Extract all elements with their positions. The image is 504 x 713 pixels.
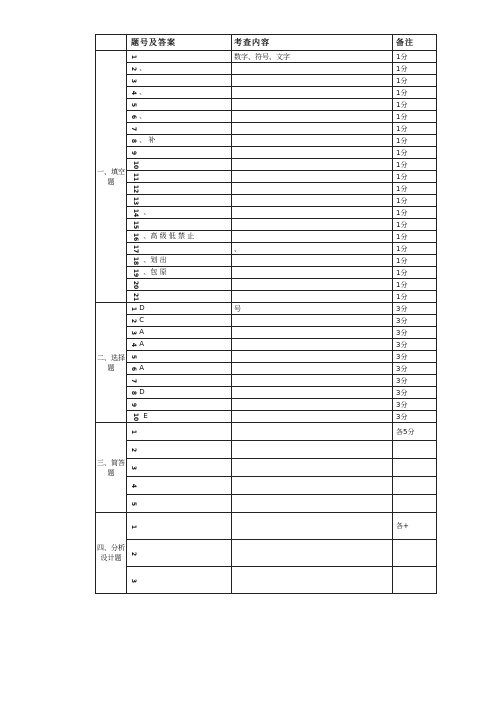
table-row xyxy=(96,147,437,159)
item-number: 18 xyxy=(132,256,140,266)
table-body xyxy=(96,51,437,594)
content-cell xyxy=(232,567,393,594)
item-cell xyxy=(127,243,232,255)
section-title: 三、简答题 xyxy=(96,423,127,513)
item-cell xyxy=(127,171,232,183)
table-row xyxy=(96,351,437,363)
score-cell: 1分 xyxy=(393,291,437,303)
content-cell xyxy=(232,147,393,159)
item-answer: 、 xyxy=(139,64,147,72)
item-cell xyxy=(127,147,232,159)
item-cell xyxy=(127,315,232,327)
score-cell: 3分 xyxy=(393,327,437,339)
score-cell: 3分 xyxy=(393,411,437,423)
item-number: 13 xyxy=(132,196,140,206)
item-cell xyxy=(127,195,232,207)
table-row xyxy=(96,387,437,399)
item-number: 3 xyxy=(130,330,138,336)
item-number: 1 xyxy=(130,54,138,60)
score-cell: 3分 xyxy=(393,399,437,411)
item-cell xyxy=(127,75,232,87)
score-cell: 1分 xyxy=(393,123,437,135)
item-number: 1 xyxy=(130,429,138,435)
item-cell xyxy=(127,441,232,459)
table-row xyxy=(96,495,437,513)
table-row xyxy=(96,171,437,183)
score-cell: 1分 xyxy=(393,279,437,291)
item-cell xyxy=(127,477,232,495)
content-cell xyxy=(232,513,393,540)
item-cell xyxy=(127,123,232,135)
item-cell xyxy=(127,327,232,339)
score-cell: 1分 xyxy=(393,87,437,99)
item-answer: 、 补 xyxy=(139,136,156,144)
item-number: 8 xyxy=(130,138,138,144)
item-answer: A xyxy=(139,328,144,336)
score-cell: 1分 xyxy=(393,195,437,207)
item-answer: 、 xyxy=(143,208,151,216)
item-cell xyxy=(127,351,232,363)
score-cell: 3分 xyxy=(393,339,437,351)
item-number: 11 xyxy=(132,172,140,182)
item-answer: 、高 级 低 禁 止 xyxy=(143,232,195,240)
item-answer: A xyxy=(139,364,144,372)
content-cell xyxy=(232,291,393,303)
content-cell xyxy=(232,540,393,567)
score-cell: 1分 xyxy=(393,171,437,183)
score-cell: 1分 xyxy=(393,183,437,195)
item-number: 4 xyxy=(130,483,138,489)
content-cell xyxy=(232,99,393,111)
content-cell xyxy=(232,441,393,459)
item-answer: 、 xyxy=(139,112,147,120)
table-row xyxy=(96,513,437,540)
score-cell: 1分 xyxy=(393,63,437,75)
table-row xyxy=(96,243,437,255)
item-answer: 、划 出 xyxy=(143,256,167,264)
content-cell xyxy=(232,159,393,171)
item-answer: A xyxy=(139,340,144,348)
table-row xyxy=(96,159,437,171)
item-number: 2 xyxy=(130,66,138,72)
score-cell: 1分 xyxy=(393,267,437,279)
score-cell: 1分 xyxy=(393,243,437,255)
item-cell xyxy=(127,423,232,441)
item-number: 8 xyxy=(130,390,138,396)
score-cell xyxy=(393,495,437,513)
item-cell xyxy=(127,291,232,303)
section-title: 二、选择题 xyxy=(96,303,127,423)
item-cell xyxy=(127,207,232,219)
content-cell xyxy=(232,75,393,87)
table-row xyxy=(96,477,437,495)
item-number: 3 xyxy=(130,465,138,471)
content-cell xyxy=(232,171,393,183)
score-cell: 1分 xyxy=(393,219,437,231)
score-cell: 1分 xyxy=(393,207,437,219)
item-answer: D xyxy=(139,388,145,396)
score-cell: 3分 xyxy=(393,303,437,315)
item-cell xyxy=(127,63,232,75)
item-cell xyxy=(127,459,232,477)
content-cell xyxy=(232,477,393,495)
score-cell: 1分 xyxy=(393,159,437,171)
item-cell xyxy=(127,495,232,513)
content-cell xyxy=(232,111,393,123)
item-answer: 、 xyxy=(139,88,147,96)
item-number: 5 xyxy=(130,354,138,360)
score-cell: 1分 xyxy=(393,135,437,147)
table-row xyxy=(96,291,437,303)
header-section-cell xyxy=(96,35,127,51)
content-cell xyxy=(232,363,393,375)
content-cell xyxy=(232,231,393,243)
content-cell xyxy=(232,327,393,339)
answer-table xyxy=(95,34,437,594)
section-title: 四、分析设计题 xyxy=(96,513,127,594)
content-cell xyxy=(232,399,393,411)
item-number: 14 xyxy=(132,208,140,218)
item-cell xyxy=(127,540,232,567)
content-cell xyxy=(232,339,393,351)
item-cell xyxy=(127,255,232,267)
content-cell xyxy=(232,387,393,399)
item-cell xyxy=(127,375,232,387)
content-cell xyxy=(232,423,393,441)
item-cell xyxy=(127,411,232,423)
item-number: 1 xyxy=(130,306,138,312)
item-number: 16 xyxy=(132,232,140,242)
content-cell xyxy=(232,63,393,75)
item-number: 7 xyxy=(130,126,138,132)
table-row xyxy=(96,51,437,63)
table-row xyxy=(96,303,437,315)
item-number: 17 xyxy=(132,244,140,254)
item-cell xyxy=(127,159,232,171)
item-number: 10 xyxy=(132,412,140,422)
header-remark: 备注 xyxy=(393,35,437,51)
item-number: 4 xyxy=(130,342,138,348)
content-cell xyxy=(232,351,393,363)
item-cell xyxy=(127,219,232,231)
table-row xyxy=(96,99,437,111)
content-cell xyxy=(232,315,393,327)
score-cell: 3分 xyxy=(393,363,437,375)
table-row xyxy=(96,183,437,195)
item-number: 2 xyxy=(130,318,138,324)
content-cell xyxy=(232,459,393,477)
score-cell: 1分 xyxy=(393,75,437,87)
item-number: 7 xyxy=(130,378,138,384)
item-number: 2 xyxy=(130,447,138,453)
table-row xyxy=(96,195,437,207)
content-cell: 数字、符号、文字 xyxy=(232,51,393,63)
table-row xyxy=(96,63,437,75)
item-answer: C xyxy=(139,316,145,324)
item-cell xyxy=(127,183,232,195)
item-cell xyxy=(127,111,232,123)
item-cell xyxy=(127,399,232,411)
item-cell xyxy=(127,567,232,594)
table-row xyxy=(96,135,437,147)
table-row xyxy=(96,327,437,339)
table-row xyxy=(96,111,437,123)
item-number: 9 xyxy=(130,150,138,156)
item-cell xyxy=(127,363,232,375)
table-header-row xyxy=(96,35,437,51)
item-number: 6 xyxy=(130,366,138,372)
header-item: 题号及答案 xyxy=(127,35,232,51)
table-row xyxy=(96,399,437,411)
content-cell xyxy=(232,411,393,423)
item-number: 3 xyxy=(130,78,138,84)
item-cell xyxy=(127,51,232,63)
table-row xyxy=(96,339,437,351)
section-title: 一、填空题 xyxy=(96,51,127,303)
item-cell xyxy=(127,387,232,399)
content-cell xyxy=(232,195,393,207)
item-cell xyxy=(127,87,232,99)
content-cell xyxy=(232,375,393,387)
score-cell: 3分 xyxy=(393,351,437,363)
item-cell xyxy=(127,303,232,315)
content-cell xyxy=(232,495,393,513)
score-cell: 3分 xyxy=(393,387,437,399)
content-cell xyxy=(232,219,393,231)
table-row xyxy=(96,267,437,279)
score-cell xyxy=(393,459,437,477)
table-row xyxy=(96,363,437,375)
table-row xyxy=(96,423,437,441)
table-row xyxy=(96,567,437,594)
table-row xyxy=(96,411,437,423)
content-cell xyxy=(232,255,393,267)
item-cell xyxy=(127,135,232,147)
item-number: 19 xyxy=(132,268,140,278)
score-cell xyxy=(393,441,437,459)
content-cell xyxy=(232,123,393,135)
table-row xyxy=(96,75,437,87)
table-row xyxy=(96,255,437,267)
item-answer: E xyxy=(143,412,148,420)
item-cell xyxy=(127,339,232,351)
content-cell xyxy=(232,135,393,147)
score-cell xyxy=(393,540,437,567)
table-row xyxy=(96,375,437,387)
score-cell: 1分 xyxy=(393,111,437,123)
item-answer: D xyxy=(139,304,145,312)
content-cell xyxy=(232,207,393,219)
score-cell: 各+ xyxy=(393,513,437,540)
item-number: 2 xyxy=(130,551,138,556)
item-number: 15 xyxy=(132,220,140,230)
table-row xyxy=(96,540,437,567)
table-row xyxy=(96,231,437,243)
score-cell xyxy=(393,477,437,495)
table-row xyxy=(96,315,437,327)
table-row xyxy=(96,441,437,459)
item-cell xyxy=(127,279,232,291)
item-cell xyxy=(127,513,232,540)
score-cell: 各5分 xyxy=(393,423,437,441)
item-cell xyxy=(127,99,232,111)
table-row xyxy=(96,279,437,291)
content-cell xyxy=(232,279,393,291)
table-row xyxy=(96,123,437,135)
item-number: 5 xyxy=(130,102,138,108)
score-cell: 1分 xyxy=(393,231,437,243)
table-row xyxy=(96,87,437,99)
item-number: 3 xyxy=(130,578,138,583)
item-cell xyxy=(127,267,232,279)
item-answer: 、包 原 xyxy=(143,268,167,276)
header-content: 考查内容 xyxy=(232,35,393,51)
table-row xyxy=(96,207,437,219)
item-number: 4 xyxy=(130,90,138,96)
item-number: 10 xyxy=(132,160,140,170)
score-cell: 1分 xyxy=(393,99,437,111)
score-cell: 3分 xyxy=(393,315,437,327)
content-cell xyxy=(232,87,393,99)
score-cell: 1分 xyxy=(393,147,437,159)
table-row xyxy=(96,219,437,231)
table-row xyxy=(96,459,437,477)
content-cell: 号 xyxy=(232,303,393,315)
item-number: 9 xyxy=(130,402,138,408)
content-cell xyxy=(232,183,393,195)
score-cell: 1分 xyxy=(393,51,437,63)
score-cell xyxy=(393,567,437,594)
content-cell xyxy=(232,267,393,279)
item-number: 20 xyxy=(132,280,140,290)
item-number: 1 xyxy=(130,524,138,529)
item-number: 12 xyxy=(132,184,140,194)
item-number: 21 xyxy=(132,292,140,302)
item-cell xyxy=(127,231,232,243)
content-cell: 、 xyxy=(232,243,393,255)
item-number: 6 xyxy=(130,114,138,120)
score-cell: 1分 xyxy=(393,255,437,267)
score-cell: 3分 xyxy=(393,375,437,387)
item-number: 5 xyxy=(130,501,138,507)
